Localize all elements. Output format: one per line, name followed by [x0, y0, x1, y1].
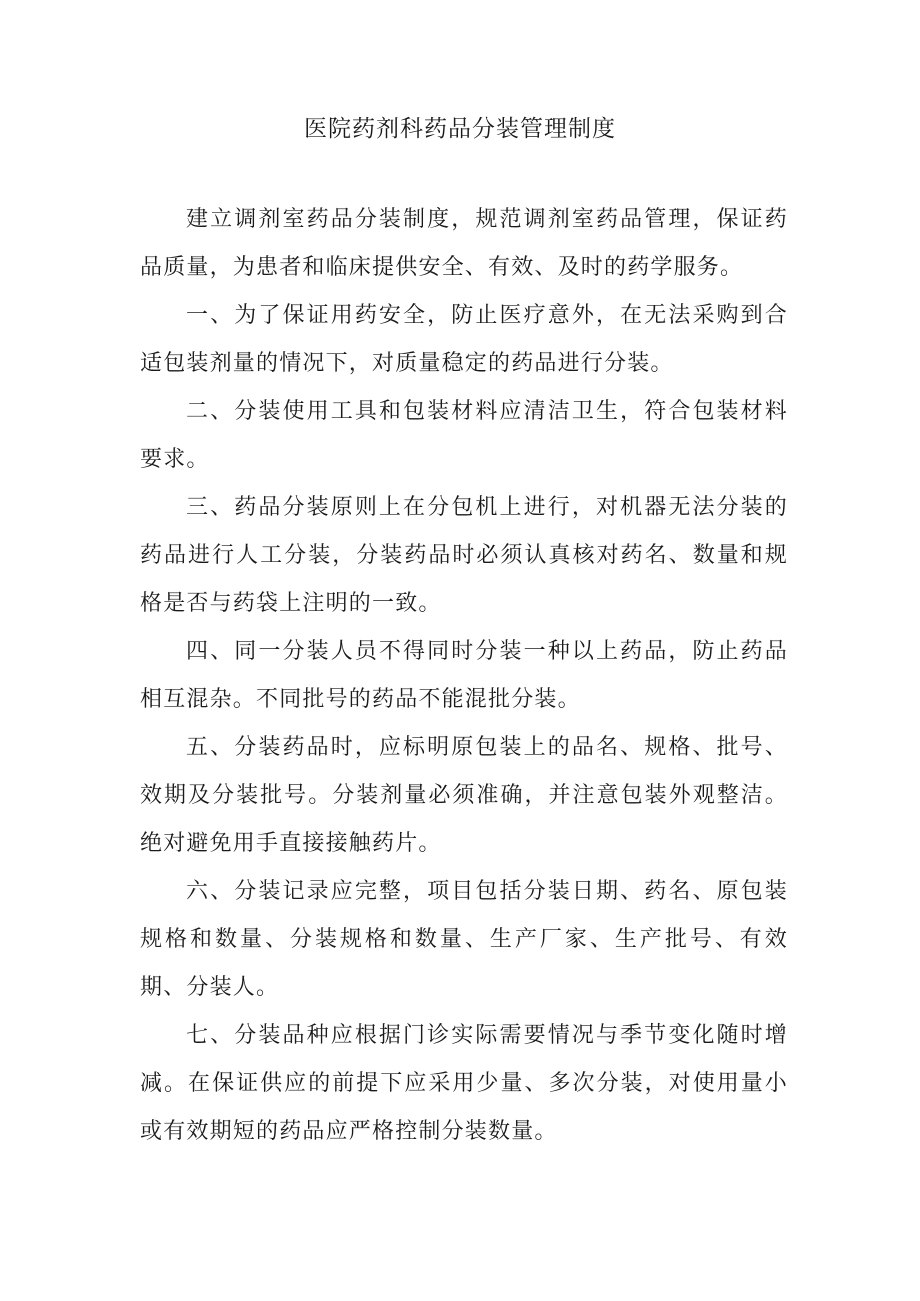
document-body	[140, 196, 788, 1156]
clause-4: 四、同一分装人员不得同时分装一种以上药品，防止药品相互混杂。不同批号的药品不能混批分装。	[140, 639, 788, 712]
intro-paragraph: 建立调剂室药品分装制度，规范调剂室药品管理，保证药品质量，为患者和临床提供安全、有效、及时的药学服务。	[140, 207, 788, 280]
document-title: 医院药剂科药品分装管理制度	[304, 116, 616, 142]
clause-6: 六、分装记录应完整，项目包括分装日期、药名、原包装规格和数量、分装规格和数量、生产厂家、生产批号、有效期、分装人。	[140, 879, 788, 1000]
clause-1: 一、为了保证用药安全，防止医疗意外，在无法采购到合适包装剂量的情况下，对质量稳定的药品进行分装。	[140, 303, 788, 376]
clause-3: 三、药品分装原则上在分包机上进行，对机器无法分装的药品进行人工分装，分装药品时必须认真核对药名、数量和规格是否与药袋上注明的一致。	[140, 495, 788, 616]
clause-7: 七、分装品种应根据门诊实际需要情况与季节变化随时增减。在保证供应的前提下应采用少量、多次分装，对使用量小或有效期短的药品应严格控制分装数量。	[140, 1023, 788, 1144]
clause-5: 五、分装药品时，应标明原包装上的品名、规格、批号、效期及分装批号。分装剂量必须准确，并注意包装外观整洁。绝对避免用手直接接触药片。	[140, 735, 788, 856]
clause-2: 二、分装使用工具和包装材料应清洁卫生，符合包装材料要求。	[140, 399, 788, 472]
